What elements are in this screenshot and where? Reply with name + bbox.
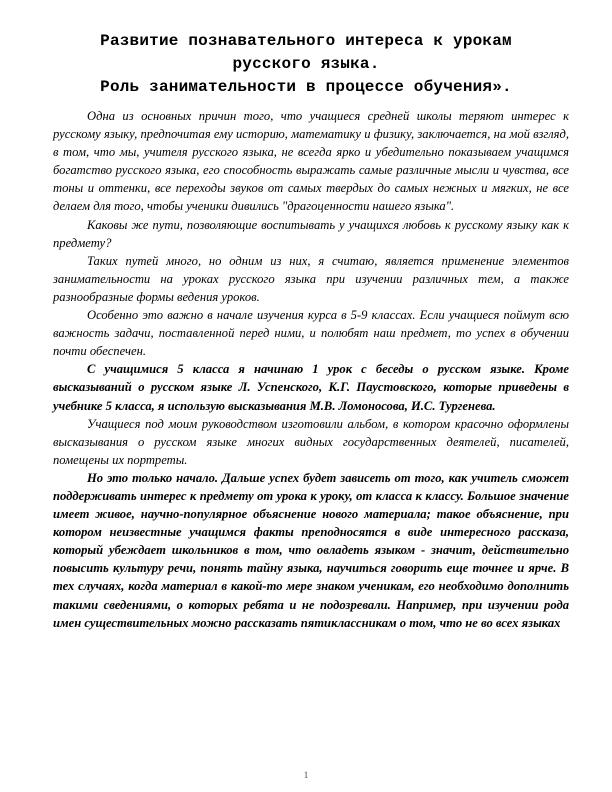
paragraph: Каковы же пути, позволяющие воспитывать у учащихся любовь к русскому языку как к предмету? [53, 217, 569, 250]
page-number: 1 [303, 770, 309, 780]
paragraph: С учащимися 5 класса я начинаю 1 урок с беседы о русском языке. Кроме высказываний о русском языке Л. Успенского, К.Г. Паустовского, которые приведены в учебнике 5 класса, я использую высказывания М.В. Ломоносова, И.С. Тургенева. [53, 362, 569, 413]
title-line-2: русского языка. [232, 55, 380, 73]
paragraph: Но это только начало. Дальше успех будет зависеть от того, как учитель сможет поддерживать интерес к предмету от урока к уроку, от класса к классу. Большое значение имеет живое, научно-популярное объяснение нового материала; такое объяснение, при котором неизвестные учащимся факты преподносятся в виде интересного рассказа, который убеждает школьников в том, что овладеть языком - значит, действительно повысить культуру речи, понять тайну языка, научиться говорить еще точнее и ярче. В тех случаях, когда материал в какой-то мере знаком ученикам, его необходимо дополнить такими сведениями, о которых ребята и не подозревали. Например, при изучении рода имен существительных можно рассказать пятиклассникам о том, что не во всех языках [53, 470, 569, 630]
paragraph: Таких путей много, но одним из них, я считаю, является применение элементов занимательности на уроках русского языка при изучении различных тем, а также разнообразные формы ведения уроков. [53, 253, 569, 304]
title-line-3: Роль занимательности в процессе обучения». [100, 78, 512, 96]
title-line-1: Развитие познавательного интереса к урокам [100, 32, 512, 50]
paragraph: Учащиеся под моим руководством изготовили альбом, в котором красочно оформлены высказывания о русском языке многих видных государственных деятелей, писателей, помещены их портреты. [53, 416, 569, 467]
paragraph: Особенно это важно в начале изучения курса в 5-9 классах. Если учащиеся поймут всю важность задачи, поставленной перед ними, и полюбят наш предмет, то успех в обучении почти обеспечен. [53, 308, 569, 359]
paragraph: Одна из основных причин того, что учащиеся средней школы теряют интерес к русскому языку, предпочитая ему историю, математику и физику, заключается, на мой взгляд, в том, что мы, учителя русского языка, не всегда ярко и убедительно показываем учащимся богатство русского языка, его способность выражать самые различные мысли и чувства, все тоны и оттенки, все переходы звуков от самых твердых до самых нежных и мягких, не все делаем для того, чтобы ученики дивились "драгоценности нашего языка". [53, 109, 569, 214]
document-body [53, 107, 569, 632]
